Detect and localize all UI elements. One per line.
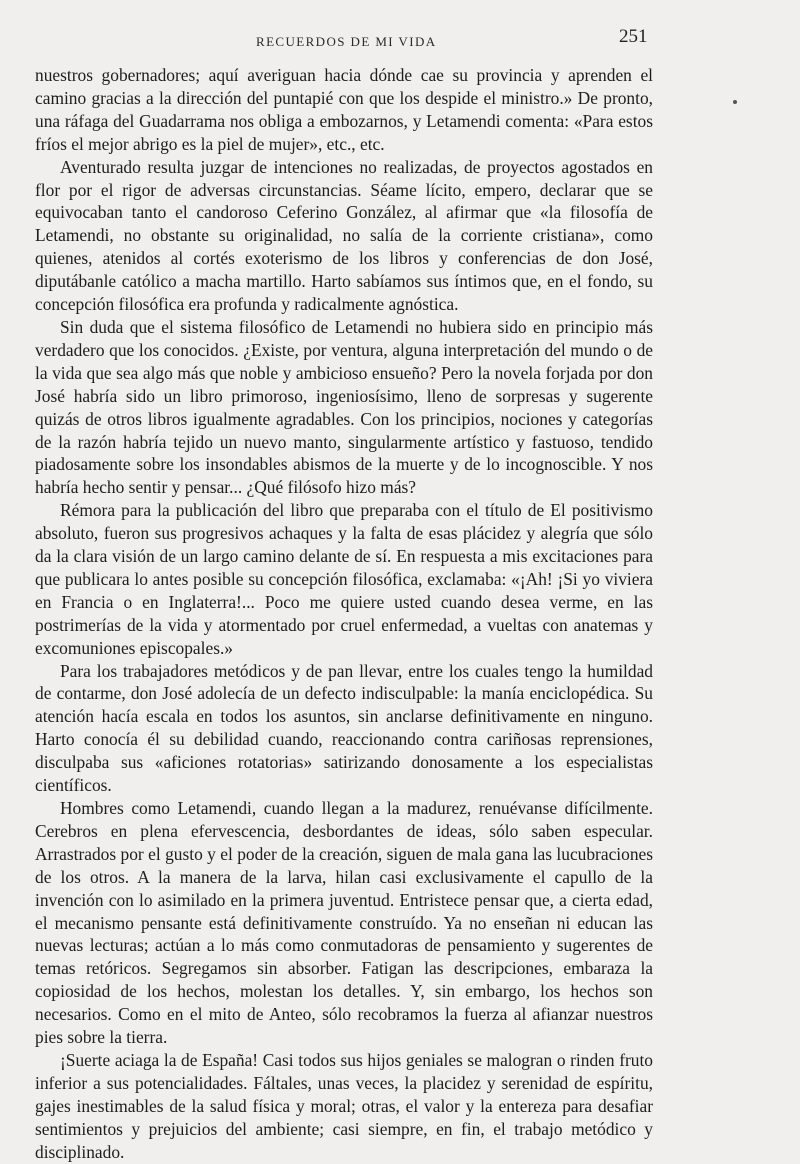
paragraph-5: Para los trabajadores metódicos y de pan llevar, entre los cuales tengo la humildad de contarme, don José adolecía de un defecto indisculpable: la manía enciclopédica. Su atención hacía escala en todos los asuntos, sin anclarse definitivamente en ninguno. Harto conocía él su debilidad cuando, reaccionando contra cariñosas reprensiones, disculpaba sus «aficiones rotatorias» satirizando donosamente a los especialistas científicos.	[35, 660, 653, 796]
paragraph-4: Rémora para la publicación del libro que preparaba con el título de El positivismo absoluto, fueron sus progresivos achaques y la falta de esas plácidez y alegría que sólo da la clara visión de un largo camino delante de sí. En respuesta a mis excitaciones para que publicara lo antes posible su concepción filosófica, exclamaba: «¡Ah! ¡Si yo viviera en Francia o en Inglaterra!... Poco me quiere usted cuando desea verme, en las postrimerías de la vida y atormentado por cruel enfermedad, a vueltas con anatemas y excomuniones episcopales.»	[35, 500, 653, 658]
paragraph-1: nuestros gobernadores; aquí averiguan hacia dónde cae su provincia y aprenden el camino gracias a la dirección del puntapié con que los despide el ministro.» De pronto, una ráfaga del Guadarrama nos obliga a embozarnos, y Letamendi comenta: «Para estos fríos el mejor abrigo es la piel de mujer», etc., etc.	[35, 65, 653, 154]
paragraph-6: Hombres como Letamendi, cuando llegan a la madurez, renuévanse difícilmente. Cerebros en plena efervescencia, desbordantes de ideas, sólo saben especular. Arrastrados por el gusto y el poder de la creación, siguen de mala gana las lucubraciones de los otros. A la manera de la larva, hilan casi exclusivamente el capullo de la invención con lo asimilado en la primera juventud. Entristece pensar que, a cierta edad, el mecanismo pensante está definitivamente construído. Ya no enseñan ni educan las nuevas lecturas; actúan a lo más como conmutadoras de pensamiento y sugerentes de temas retóricos. Segregamos sin absorber. Fatigan las descripciones, embaraza la copiosidad de los hechos, molestan los detalles. Y, sin embargo, los hechos son necesarios. Como en el mito de Anteo, sólo recobramos la fuerza al afianzar nuestros pies sobre la tierra.	[35, 798, 653, 1048]
paragraph-3: Sin duda que el sistema filosófico de Letamendi no hubiera sido en principio más verdadero que los conocidos. ¿Existe, por ventura, alguna interpretación del mundo o de la vida que sea algo más que noble y ambicioso ensueño? Pero la novela forjada por don José habría sido un libro primoroso, ingeniosísimo, lleno de sorpresas y sugerente quizás de otros libros igualmente agradables. Con los principios, nociones y categorías de la razón habría tejido un nuevo manto, singularmente artístico y fastuoso, tendido piadosamente sobre los insondables abismos de la muerte y de lo incognoscible. Y nos habría hecho sentir y pensar... ¿Qué filósofo hizo más?	[35, 316, 653, 498]
paragraph-7: ¡Suerte aciaga la de España! Casi todos sus hijos geniales se malogran o rinden fruto inferior a sus potencialidades. Fáltales, unas veces, la placidez y serenidad de espíritu, gajes inestimables de la salud física y moral; otras, el valor y la entereza para desafiar sentimientos y prejuicios del ambiente; casi siempre, en fin, el trabajo metódico y disciplinado.	[35, 1049, 653, 1162]
body-text	[35, 64, 653, 1164]
paragraph-2: Aventurado resulta juzgar de intenciones no realizadas, de proyectos agostados en flor por el rigor de adversas circunstancias. Séame lícito, empero, declarar que se equivocaban tanto el candoroso Ceferino González, al afirmar que «la filosofía de Letamendi, no obstante su originalidad, no salía de la corriente cristiana», como quienes, atenidos al cortés exoterismo de los libros y conferencias de don José, diputábanle católico a macha martillo. Harto sabíamos sus íntimos que, en el fondo, su concepción filosófica era profunda y radicalmente agnóstica.	[35, 156, 653, 315]
page-number: 251	[619, 26, 648, 47]
running-head	[0, 24, 800, 54]
ink-speck	[733, 100, 737, 104]
running-title: RECUERDOS DE MI VIDA	[256, 34, 437, 49]
